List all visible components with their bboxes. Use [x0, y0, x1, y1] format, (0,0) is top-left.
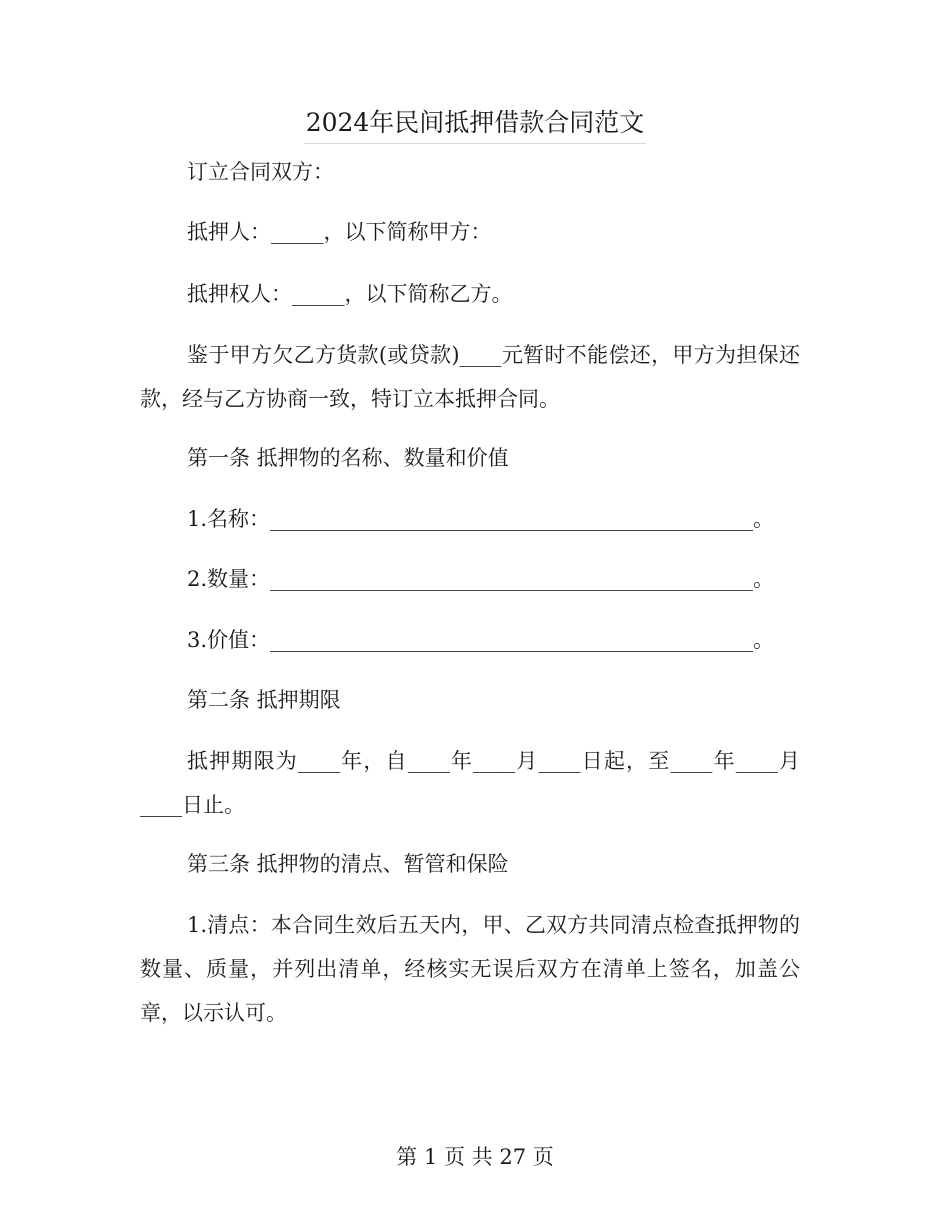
paragraph-mortgagor: 抵押人：_____，以下简称甲方：	[187, 220, 492, 244]
paragraph-recital: 鉴于甲方欠乙方货款(或贷款)____元暂时不能偿还，甲方为担保还款，经与乙方协商一致，特订立本抵押合同。	[140, 343, 800, 411]
item-name: 1.名称：______________________________________________。	[187, 507, 775, 531]
paragraph-term: 抵押期限为____年，自____年____月____日起，至____年____月____日止。	[140, 749, 800, 817]
document-title-block	[0, 104, 950, 144]
paragraph-inventory: 1.清点：本合同生效后五天内，甲、乙双方共同清点检查抵押物的数量、质量，并列出清单，经核实无误后双方在清单上签名，加盖公章，以示认可。	[140, 913, 800, 1025]
paragraph-parties-heading: 订立合同双方：	[187, 160, 334, 184]
item-value: 3.价值：______________________________________________。	[187, 628, 775, 652]
article-2-heading: 第二条 抵押期限	[187, 688, 341, 712]
document-title: 2024年民间抵押借款合同范文	[304, 104, 647, 144]
article-3-heading: 第三条 抵押物的清点、暂管和保险	[187, 852, 509, 876]
page-footer: 第 1 页 共 27 页	[396, 1145, 554, 1169]
paragraph-mortgagee: 抵押权人：_____，以下简称乙方。	[187, 282, 513, 306]
article-1-heading: 第一条 抵押物的名称、数量和价值	[187, 446, 509, 470]
item-quantity: 2.数量：______________________________________________。	[187, 567, 775, 591]
